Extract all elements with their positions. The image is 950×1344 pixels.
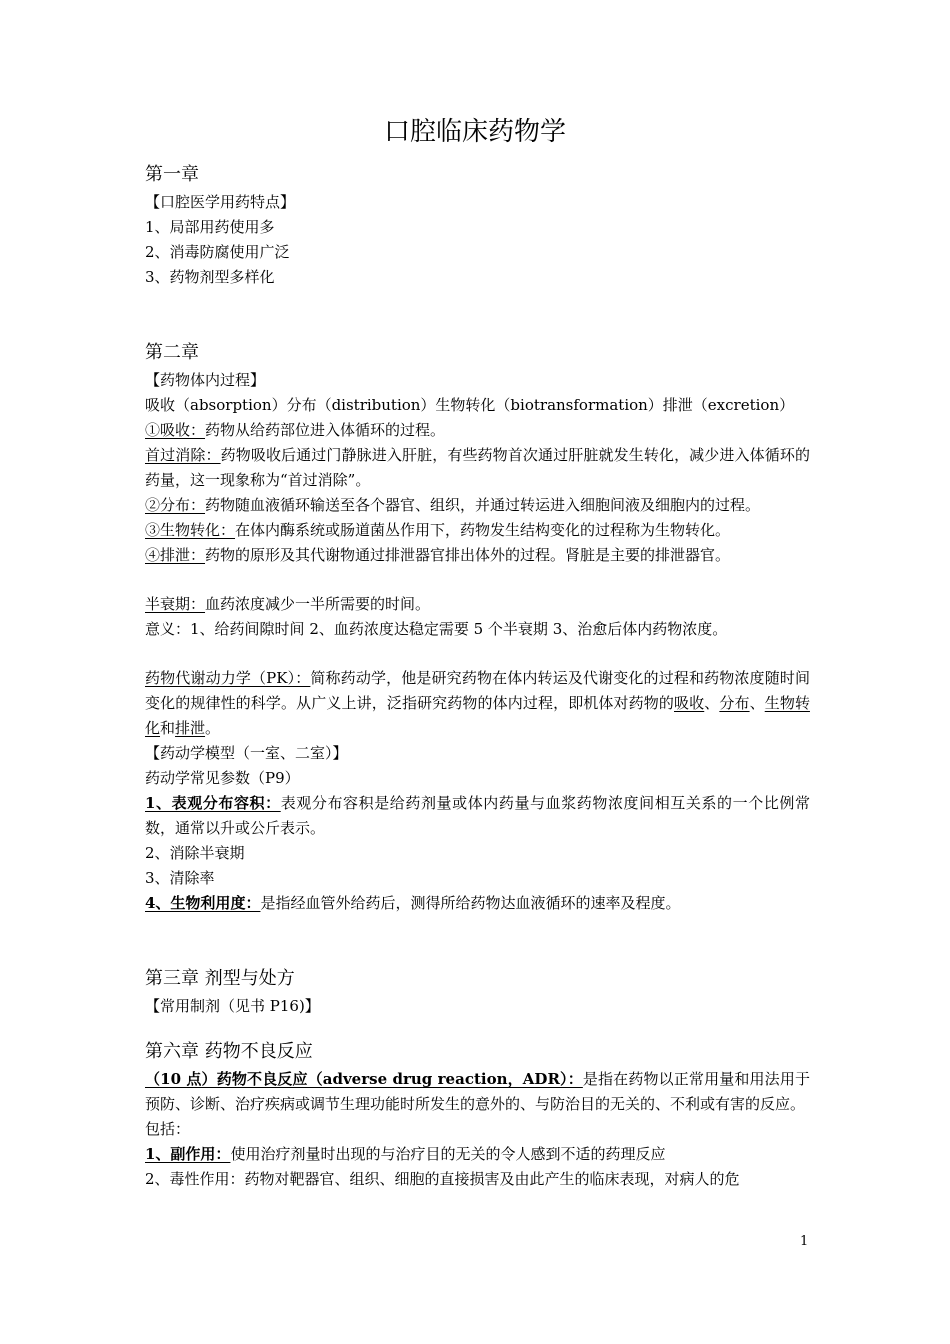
list-item: 3、药物剂型多样化 [145, 268, 275, 286]
definition: 表观分布容积是给药剂量或体内药量与血浆药物浓度间相互关系的一个比例常数，通常以升或公斤表示。 [145, 794, 810, 837]
definition: 药物的原形及其代谢物通过排泄器官排出体外的过程。肾脏是主要的排泄器官。 [205, 546, 731, 564]
term: ②分布： [145, 496, 206, 514]
term: ④排泄： [145, 546, 206, 564]
separator: 。 [205, 719, 221, 737]
definition: 在体内酶系统或肠道菌丛作用下，药物发生结构变化的过程称为生物转化。 [235, 521, 731, 539]
chapter-1-box: 【口腔医学用药特点】 [145, 193, 296, 211]
half-life-def [145, 592, 810, 617]
definition: 是指在药物以正常用量和用法用于预防、诊断、治疗疾病或调节生理功能时所发生的意外的、与防治目的无关的、不利或有害的反应。 [145, 1070, 810, 1113]
definition: 药物随血液循环输送至各个器官、组织，并通过转运进入细胞间液及细胞内的过程。 [205, 496, 761, 514]
pk-keyword: 分布 [719, 694, 750, 712]
biotransformation-def [145, 518, 810, 543]
term: （10 点）药物不良反应（adverse drug reaction，ADR）： [145, 1070, 583, 1088]
pk-keyword: 生物转化 [145, 694, 810, 737]
list-item: 1、局部用药使用多 [145, 218, 275, 236]
definition: 使用治疗剂量时出现的与治疗目的无关的令人感到不适的药理反应 [230, 1145, 666, 1163]
separator: 、 [749, 694, 765, 712]
list-item: 2、消毒防腐使用广泛 [145, 243, 290, 261]
term: ③生物转化： [145, 521, 236, 539]
term: 1、表观分布容积： [145, 794, 281, 812]
term: ①吸收： [145, 421, 206, 439]
chapter-3-box: 【常用制剂（见书 P16)】 [145, 997, 320, 1015]
toxicity-def: 2、毒性作用：药物对靶器官、组织、细胞的直接损害及由此产生的临床表现，对病人的危 [145, 1170, 740, 1188]
pk-model-box: 【药动学模型（一室、二室）】 [145, 744, 348, 762]
definition: 药物吸收后通过门静脉进入肝脏，有些药物首次通过肝脏就发生转化，减少进入体循环的药量，这一现象称为“首过消除”。 [145, 446, 810, 489]
pk-def [145, 666, 810, 741]
param-clearance: 3、清除率 [145, 869, 215, 887]
adr-def [145, 1067, 810, 1117]
distribution-def [145, 493, 810, 518]
document-title: 口腔临床药物学 [383, 117, 566, 147]
definition: 简称药动学，他是研究药物在体内转运及代谢变化的过程和药物浓度随时间变化的规律性的科学。从广义上讲，泛指研究药物的体内过程，即机体对药物的 [145, 669, 810, 712]
definition: 药物从给药部位进入体循环的过程。 [205, 421, 446, 439]
param-volume-of-distribution [145, 791, 810, 841]
half-life-meaning: 意义：1、给药间隙时间 2、血药浓度达稳定需要 5 个半衰期 3、治愈后体内药物浓度。 [145, 620, 728, 638]
term: 药物代谢动力学（PK）： [145, 669, 311, 687]
separator: 和 [160, 719, 176, 737]
chapter-2-box: 【药物体内过程】 [145, 371, 266, 389]
page-number: 1 [800, 1234, 809, 1249]
absorption-def [145, 418, 810, 443]
chapter-2-heading: 第二章 [145, 342, 199, 363]
term: 半衰期： [145, 595, 206, 613]
pk-keyword: 吸收 [674, 694, 705, 712]
param-elimination-half-life: 2、消除半衰期 [145, 844, 245, 862]
document-body [145, 160, 810, 1192]
side-effect-def [145, 1142, 810, 1167]
includes-label: 包括： [145, 1120, 191, 1138]
chapter-1-heading: 第一章 [145, 164, 199, 185]
param-bioavailability [145, 891, 810, 916]
pk-params-heading: 药动学常见参数（P9） [145, 769, 300, 787]
term: 4、生物利用度： [145, 894, 261, 912]
chapter-3-heading: 第三章 剂型与处方 [145, 968, 295, 989]
excretion-def [145, 543, 810, 568]
separator: 、 [704, 694, 720, 712]
definition: 血药浓度减少一半所需要的时间。 [205, 595, 431, 613]
first-pass-def [145, 443, 810, 493]
pk-keyword: 排泄 [175, 719, 206, 737]
chapter-6-heading: 第六章 药物不良反应 [145, 1041, 313, 1062]
term: 1、副作用： [145, 1145, 231, 1163]
term: 首过消除： [145, 446, 221, 464]
processes-line: 吸收（absorption）分布（distribution）生物转化（biotransformation）排泄（excretion） [145, 396, 795, 414]
definition: 是指经血管外给药后，测得所给药物达血液循环的速率及程度。 [260, 894, 681, 912]
